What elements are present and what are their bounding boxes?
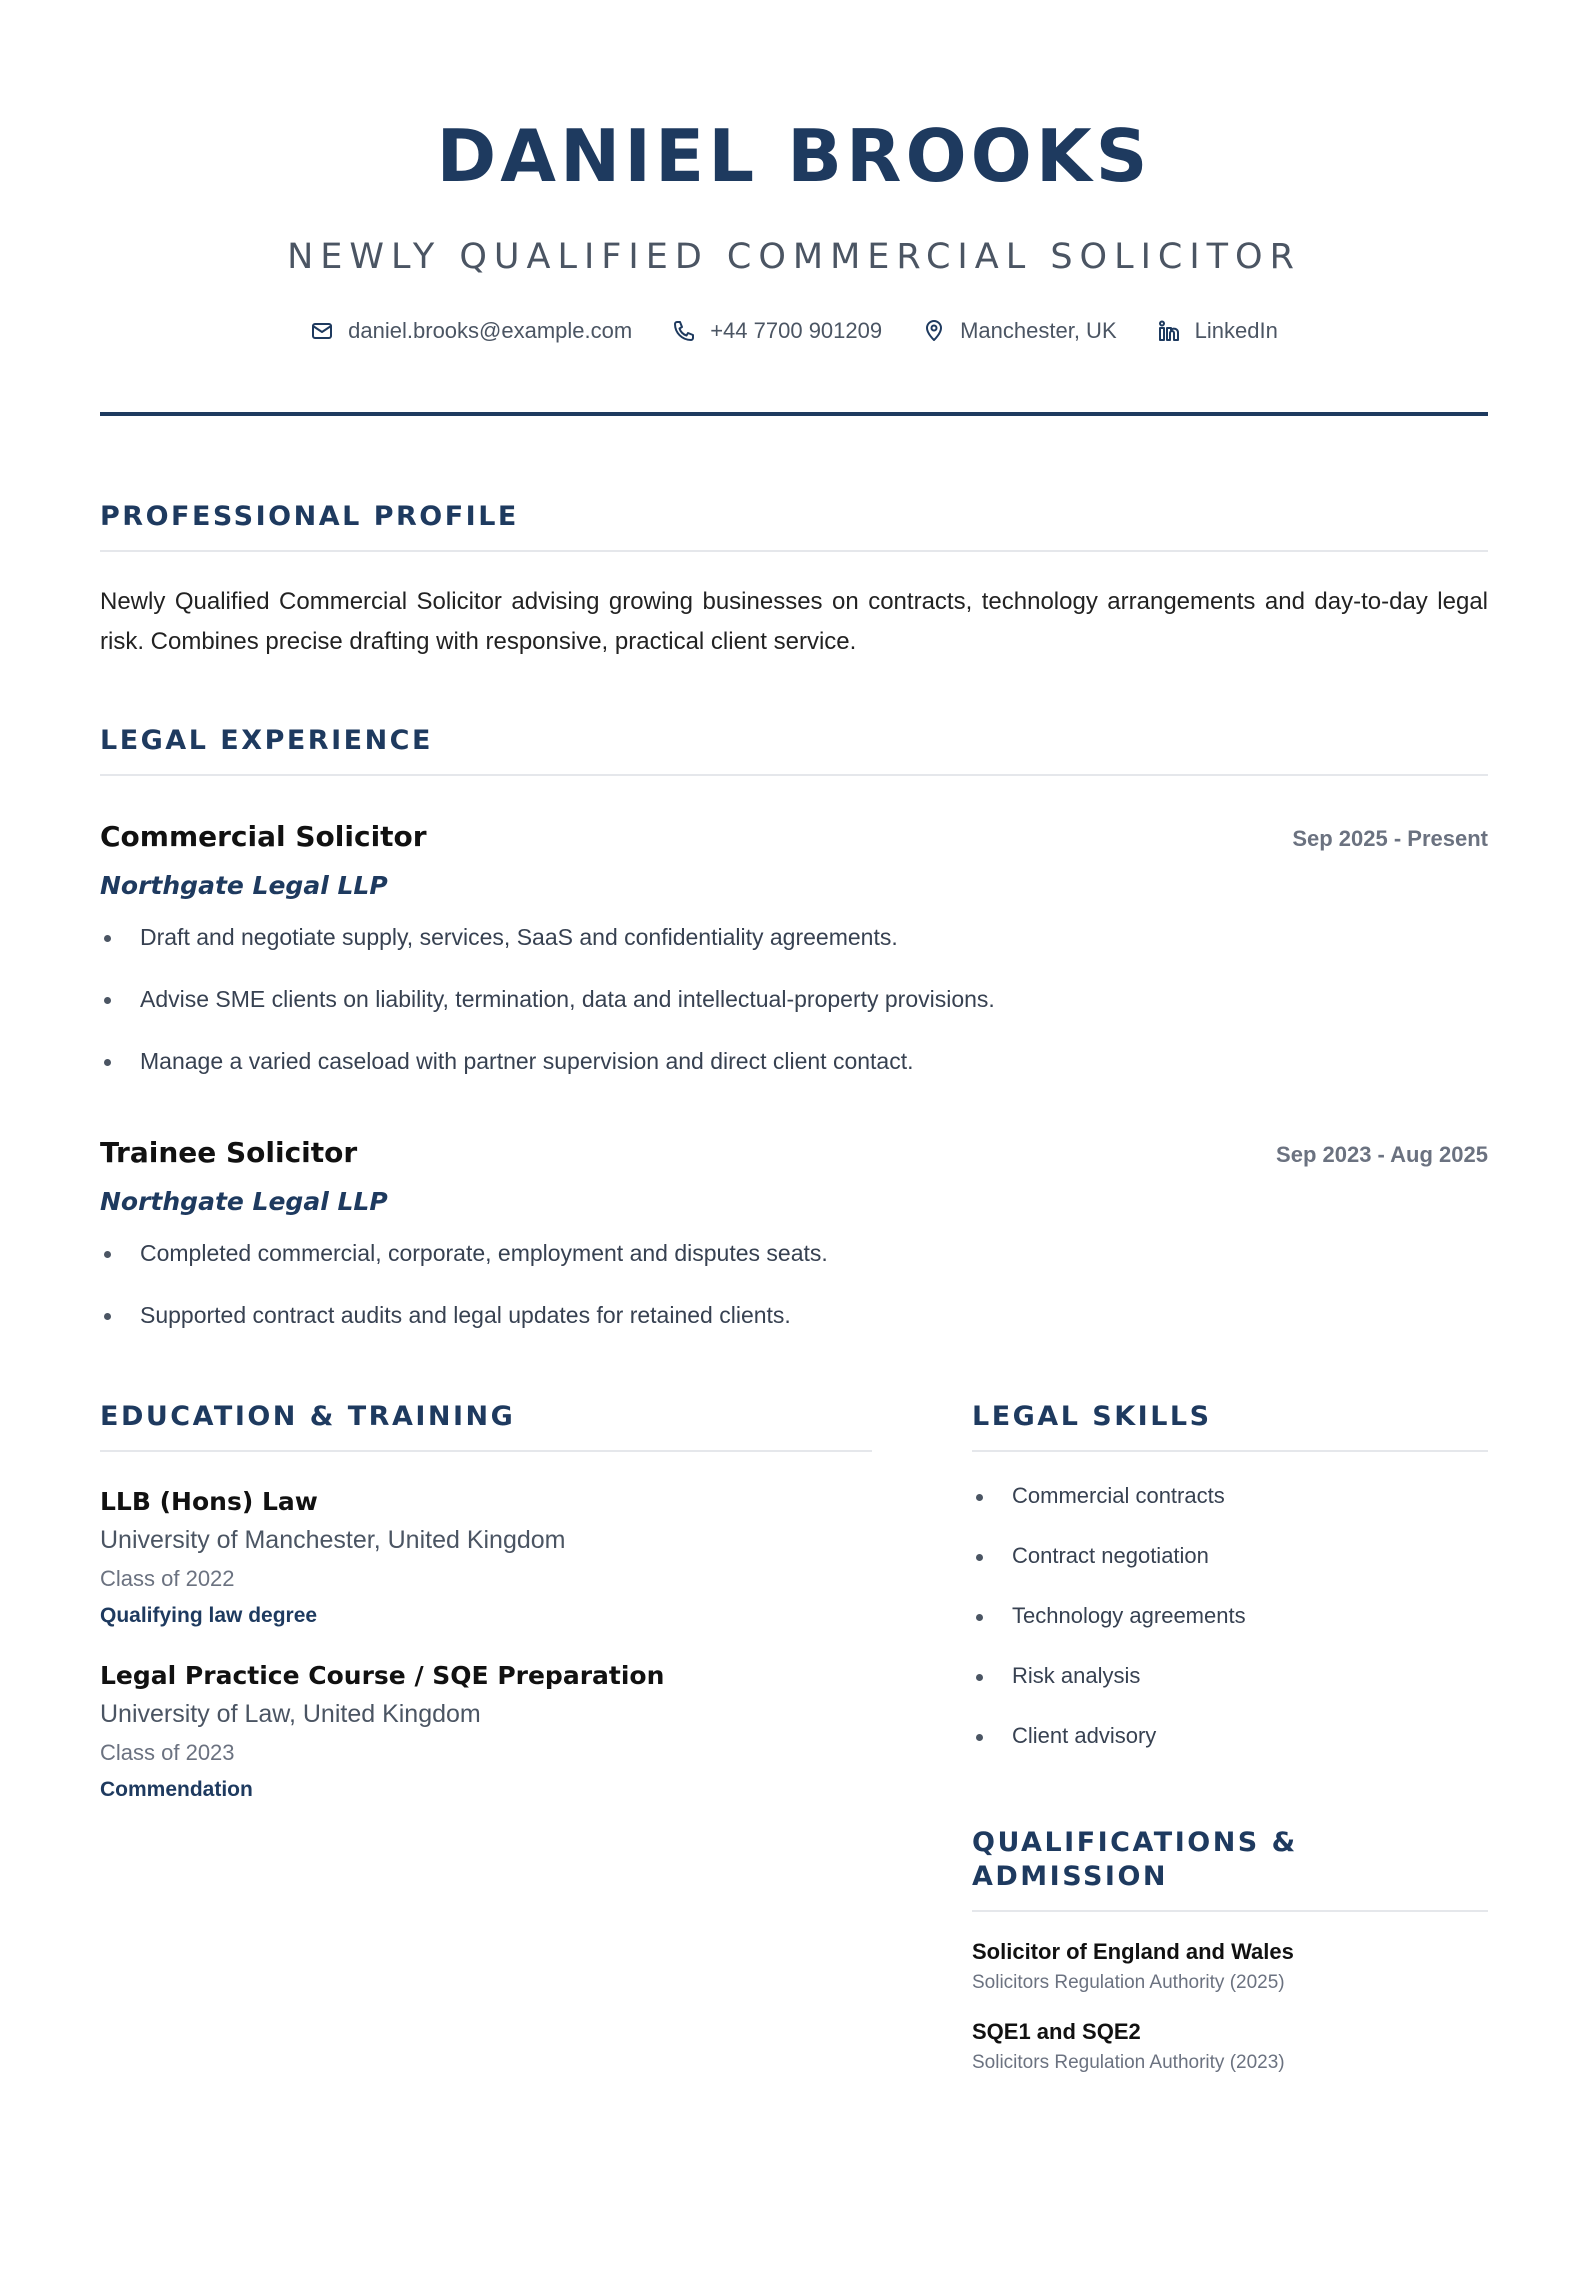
education-note: Commendation xyxy=(100,1778,253,1801)
section-title: QUALIFICATIONS & ADMISSION xyxy=(972,1826,1488,1912)
class-year: Class of 2022 xyxy=(100,1566,235,1591)
phone-icon xyxy=(672,319,696,343)
education-section xyxy=(100,1400,872,1804)
education-entry xyxy=(100,1660,872,1804)
list-item: Contract negotiation xyxy=(972,1542,1488,1570)
mail-icon xyxy=(310,319,334,343)
list-item: Risk analysis xyxy=(972,1662,1488,1690)
skills-list xyxy=(972,1482,1488,1750)
section-title: LEGAL EXPERIENCE xyxy=(100,724,1488,776)
employer-name: Northgate Legal LLP xyxy=(100,1187,388,1216)
qualification-entry xyxy=(972,2018,1488,2076)
qualification-title: Solicitor of England and Wales xyxy=(972,1939,1294,1964)
qualification-body: Solicitors Regulation Authority (2023) xyxy=(972,2052,1285,2073)
skills-section xyxy=(972,1400,1488,1750)
profile-section xyxy=(100,500,1488,662)
institution: University of Law, United Kingdom xyxy=(100,1700,481,1728)
resume-header xyxy=(100,0,1488,416)
contact-phone[interactable] xyxy=(672,318,882,344)
location-text: Manchester, UK xyxy=(960,318,1117,343)
linkedin-text: LinkedIn xyxy=(1194,318,1278,343)
job-dates: Sep 2023 - Aug 2025 xyxy=(1276,1142,1488,1167)
employer-name: Northgate Legal LLP xyxy=(100,871,388,900)
list-item: Technology agreements xyxy=(972,1602,1488,1630)
job-dates: Sep 2025 - Present xyxy=(1292,826,1488,851)
qualification-title: SQE1 and SQE2 xyxy=(972,2019,1141,2044)
institution: University of Manchester, United Kingdom xyxy=(100,1526,566,1554)
list-item: Client advisory xyxy=(972,1722,1488,1750)
job-entry xyxy=(100,1136,1488,1330)
education-entry xyxy=(100,1486,872,1630)
contact-row xyxy=(100,318,1488,344)
list-item: Advise SME clients on liability, termination, data and intellectual-property provisions. xyxy=(100,984,1488,1014)
experience-section xyxy=(100,724,1488,1330)
email-text: daniel.brooks@example.com xyxy=(348,318,633,343)
right-column xyxy=(972,1400,1488,2076)
header-divider xyxy=(100,412,1488,416)
candidate-title: NEWLY QUALIFIED COMMERCIAL SOLICITOR xyxy=(287,237,1301,277)
job-bullets xyxy=(100,922,1488,1076)
qualifications-section xyxy=(972,1826,1488,2076)
contact-email[interactable] xyxy=(310,318,632,344)
candidate-name: DANIEL BROOKS xyxy=(436,114,1152,198)
section-title: PROFESSIONAL PROFILE xyxy=(100,500,1488,552)
section-title: EDUCATION & TRAINING xyxy=(100,1400,872,1452)
job-title: Commercial Solicitor xyxy=(100,820,427,853)
job-title: Trainee Solicitor xyxy=(100,1136,358,1169)
job-bullets xyxy=(100,1238,1488,1330)
education-note: Qualifying law degree xyxy=(100,1604,318,1627)
location-pin-icon xyxy=(922,319,946,343)
linkedin-icon xyxy=(1157,319,1181,343)
list-item: Supported contract audits and legal updates for retained clients. xyxy=(100,1300,1488,1330)
job-entry xyxy=(100,820,1488,1076)
left-column xyxy=(100,1400,872,2076)
list-item: Draft and negotiate supply, services, SaaS and confidentiality agreements. xyxy=(100,922,1488,952)
list-item: Commercial contracts xyxy=(972,1482,1488,1510)
contact-linkedin[interactable] xyxy=(1157,318,1278,344)
phone-text: +44 7700 901209 xyxy=(710,318,883,343)
two-column-area xyxy=(100,1400,1488,2076)
qualification-entry xyxy=(972,1938,1488,1996)
list-item: Completed commercial, corporate, employment and disputes seats. xyxy=(100,1238,1488,1268)
profile-text: Newly Qualified Commercial Solicitor advising growing businesses on contracts, technology arrangements and day-to-day legal risk. Combines precise drafting with responsive, practical client service. xyxy=(100,588,1488,655)
degree-title: Legal Practice Course / SQE Preparation xyxy=(100,1661,665,1690)
degree-title: LLB (Hons) Law xyxy=(100,1487,318,1516)
qualification-body: Solicitors Regulation Authority (2025) xyxy=(972,1972,1285,1993)
class-year: Class of 2023 xyxy=(100,1740,235,1765)
section-title: LEGAL SKILLS xyxy=(972,1400,1488,1452)
contact-location xyxy=(922,318,1117,344)
list-item: Manage a varied caseload with partner supervision and direct client contact. xyxy=(100,1046,1488,1076)
